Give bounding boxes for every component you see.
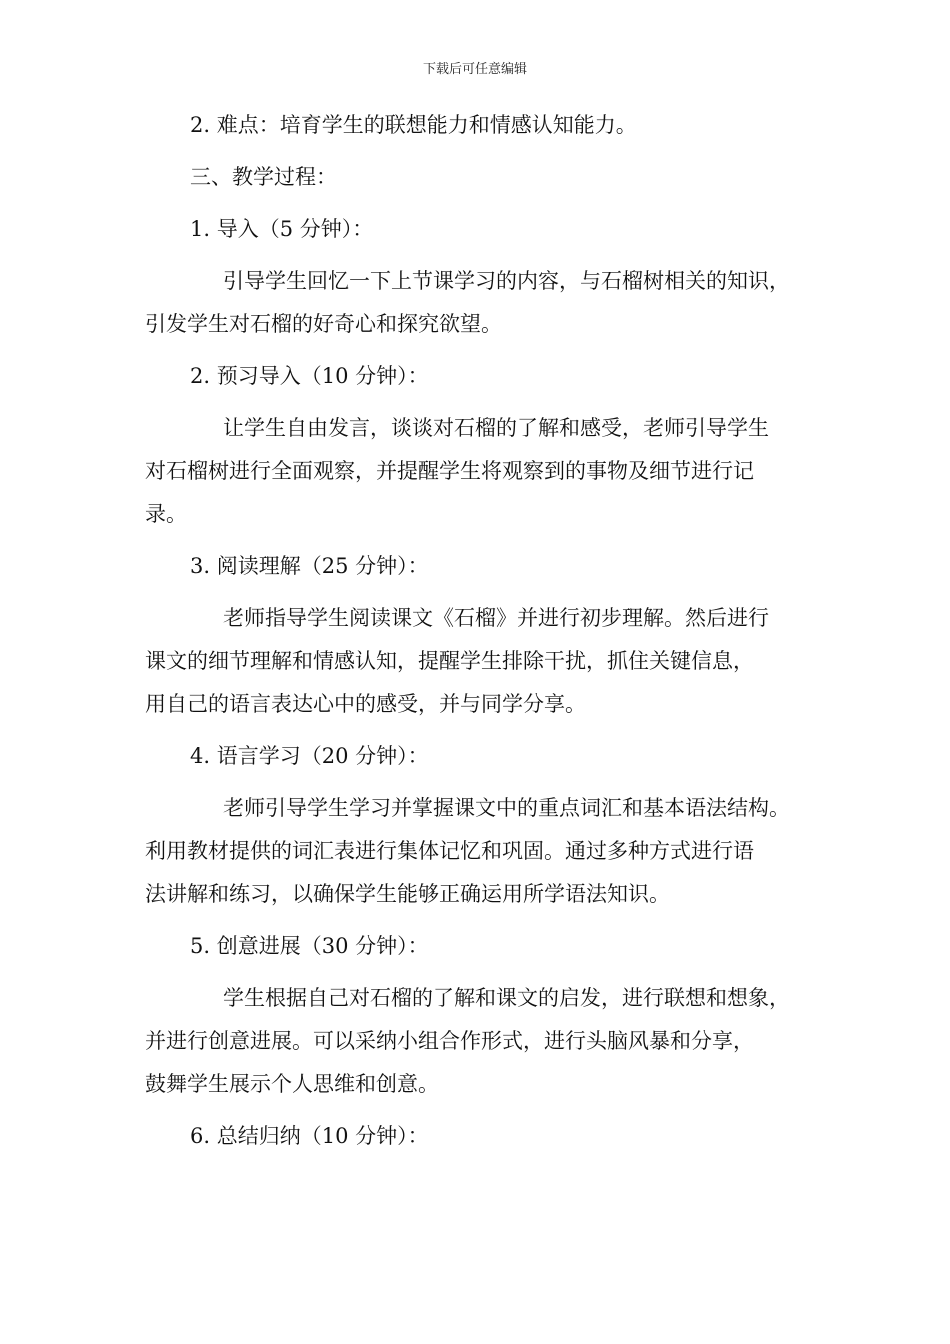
difficulty-point: 2. 难点：培育学生的联想能力和情感认知能力。 <box>190 113 637 137</box>
section-heading-teaching-process: 三、教学过程： <box>190 165 337 189</box>
step-heading-5: 5. 创意进展（30 分钟）： <box>190 934 429 958</box>
step-heading-4: 4. 语言学习（20 分钟）： <box>190 744 429 768</box>
paragraph-line: 引导学生回忆一下上节课学习的内容，与石榴树相关的知识， <box>223 269 790 293</box>
paragraph-line: 对石榴树进行全面观察，并提醒学生将观察到的事物及细节进行记 <box>145 459 754 483</box>
paragraph-line: 老师指导学生阅读课文《石榴》并进行初步理解。然后进行 <box>223 606 769 630</box>
header-note: 下载后可任意编辑 <box>422 62 527 77</box>
step-heading-6: 6. 总结归纳（10 分钟）： <box>190 1124 429 1148</box>
paragraph-line: 录。 <box>145 502 187 526</box>
step-heading-3: 3. 阅读理解（25 分钟）： <box>190 554 429 578</box>
paragraph-line: 利用教材提供的词汇表进行集体记忆和巩固。通过多种方式进行语 <box>145 839 754 863</box>
step-heading-2: 2. 预习导入（10 分钟）： <box>190 364 429 388</box>
document-body <box>145 112 825 1149</box>
paragraph-line: 让学生自由发言，谈谈对石榴的了解和感受，老师引导学生 <box>223 416 769 440</box>
paragraph-line: 引发学生对石榴的好奇心和探究欲望。 <box>145 312 502 336</box>
paragraph-line: 用自己的语言表达心中的感受，并与同学分享。 <box>145 692 586 716</box>
step-heading-1: 1. 导入（5 分钟）： <box>190 217 374 241</box>
paragraph-line: 并进行创意进展。可以采纳小组合作形式，进行头脑风暴和分享， <box>145 1029 754 1053</box>
paragraph-line: 学生根据自己对石榴的了解和课文的启发，进行联想和想象， <box>223 986 790 1010</box>
paragraph-line: 老师引导学生学习并掌握课文中的重点词汇和基本语法结构。 <box>223 796 790 820</box>
paragraph-line: 课文的细节理解和情感认知，提醒学生排除干扰，抓住关键信息， <box>145 649 754 673</box>
paragraph-line: 法讲解和练习，以确保学生能够正确运用所学语法知识。 <box>145 882 670 906</box>
paragraph-line: 鼓舞学生展示个人思维和创意。 <box>145 1072 439 1096</box>
